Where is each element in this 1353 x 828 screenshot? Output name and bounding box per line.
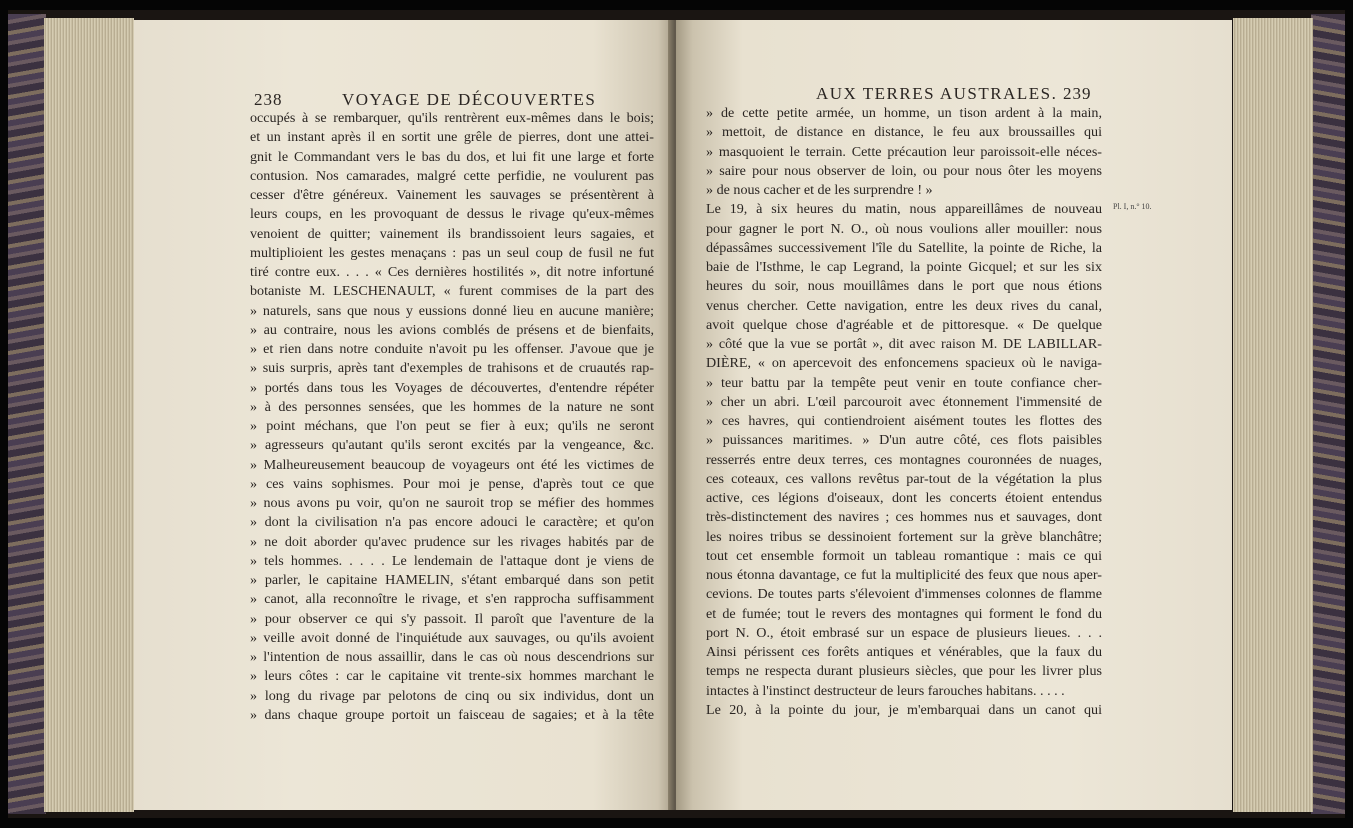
text-line: » de cette petite armée, un homme, un tison ardent à la main, — [706, 105, 1102, 121]
text-line: » Malheureusement beaucoup de voyageurs ont été les victimes de — [250, 456, 654, 473]
text-line: Le 20, à la pointe du jour, je m'embarquai dans un canot qui — [706, 701, 1102, 718]
text-line: tiré contre eux. . . . « Ces dernières hostilités », dit notre infortuné — [250, 264, 654, 280]
text-line: » dans chaque groupe portoit un faisceau de sagaies; et à la tête — [250, 706, 654, 723]
text-line: » au contraire, nous les avions comblés de présens et de bienfaits, — [250, 321, 654, 338]
text-line: » ne doit aborder qu'avec prudence sur les rivages habités par de — [250, 533, 654, 550]
running-head-left: VOYAGE DE DÉCOUVERTES — [342, 90, 597, 109]
text-line: port N. O., étoit embrasé sur un espace de plusieurs lieues. . . . — [706, 624, 1102, 641]
text-line: » à des personnes sensées, que les hommes de la nature ne sont — [250, 398, 654, 415]
text-line: » mettoit, de distance en distance, le feu aux broussailles qui — [706, 124, 1102, 141]
text-line: et de fumée; tout le revers des montagnes qui forment le fond du — [706, 605, 1102, 622]
text-line: » tels hommes. . . . . Le lendemain de l'attaque dont je viens de — [250, 552, 654, 569]
text-line: multiplioient les gestes menaçans : pas un seul coup de fusil ne fut — [250, 244, 654, 261]
text-line: » cher un abri. L'œil parcouroit avec étonnement l'immensité de — [706, 393, 1102, 410]
page-number-right: 239 — [1063, 84, 1092, 103]
text-line: occupés à se rembarquer, qu'ils rentrèrent eux-mêmes dans le bois; — [250, 110, 654, 126]
text-line: venus chercher. Cette navigation, entre les deux rives du canal, — [706, 297, 1102, 314]
text-line: » ces havres, qui contiendroient aisément toutes les flottes des — [706, 413, 1102, 429]
text-line: » nous avons pu voir, qu'on ne sauroit trop se méfier des hommes — [250, 495, 654, 511]
text-line: » et rien dans notre conduite n'avoit pu les offenser. J'avoue que je — [250, 341, 654, 357]
text-line: » de nous cacher et de les surprendre ! » — [706, 182, 933, 198]
text-line: » naturels, sans que nous y eussions donné lieu en aucune manière; — [250, 302, 654, 319]
text-line: pour gagner le port N. O., où nous voulions aller mouiller: nous — [706, 220, 1102, 237]
text-line: Le 19, à six heures du matin, nous appareillâmes de nouveau — [706, 201, 1102, 218]
page-stack-right — [1233, 18, 1313, 812]
text-line: et un instant après il en sortit une grêle de pierres, dont une attei- — [250, 129, 654, 146]
page-number-left: 238 — [254, 90, 283, 109]
text-line: » saire pour nous observer de loin, ou pour nous ôter les moyens — [706, 162, 1102, 179]
page-stack-left — [44, 18, 134, 812]
text-line: » agresseurs qu'autant qu'ils seront excités par la vengeance, &c. — [250, 437, 654, 454]
text-line: temps ne respecta durant plusieurs siècles, que pour les livrer plus — [706, 663, 1102, 680]
text-line: cevions. De toutes parts s'élevoient d'immenses colonnes de flamme — [706, 586, 1102, 603]
text-line: nous étonna davantage, ce fut la multiplicité des feux que nous aper- — [706, 567, 1102, 583]
text-line: active, ces légions d'oiseaux, dont les concerts étoient entendus — [706, 490, 1102, 506]
margin-note: Pl. I, n.° 10. — [1113, 202, 1152, 211]
text-line: » ces vains sophismes. Pour moi je pense, d'après tout ce que — [250, 475, 654, 492]
text-line: intactes à l'instinct destructeur de leurs farouches habitans. . . . . — [706, 682, 1065, 699]
text-line: » suis surpris, après tant d'exemples de trahisons et de cruautés rap- — [250, 360, 654, 377]
text-line: » parler, le capitaine HAMELIN, s'étant embarqué dans son petit — [250, 572, 654, 588]
text-line: dépassâmes successivement l'île du Satellite, la pointe de Riche, la — [706, 239, 1102, 256]
text-line: contusion. Nos camarades, malgré cette perfidie, ne voulurent pas — [250, 167, 654, 184]
left-page-text — [250, 109, 654, 725]
right-page — [676, 20, 1232, 810]
text-line: » dont la civilisation n'a pas encore adouci le caractère; et qu'on — [250, 514, 654, 531]
text-line: botaniste M. LESCHENAULT, « furent commises de la part des — [250, 283, 654, 300]
text-line: très-distinctement des navires ; ces hommes nus et sauvages, dont — [706, 509, 1102, 526]
text-line: cesser d'être généreux. Vainement les sauvages se présentèrent à — [250, 187, 654, 203]
text-line: » veille avoit donné de l'inquiétude aux sauvages, ou qu'ils avoient — [250, 629, 654, 646]
marbled-edge-right — [1311, 14, 1345, 814]
text-line: DIÈRE, « on apercevoit des enfoncemens spacieux où le naviga- — [706, 355, 1102, 372]
text-line: Ainsi périssent ces forêts antiques et vénérables, que la faux du — [706, 644, 1102, 660]
text-line: les noires tribus se dessinoient fortement sur la grève blanchâtre; — [706, 528, 1102, 545]
marbled-edge-left — [8, 14, 46, 814]
text-line: » teur battu par la tempête peut venir en toute confiance cher- — [706, 374, 1102, 391]
text-line: » côté que la vue se portât », dit avec raison M. DE LABILLAR- — [706, 336, 1102, 352]
text-line: venoient de quitter; vainement ils brandissoient leurs sagaies, et — [250, 225, 654, 242]
text-line: leurs coups, en les provoquant de dessus le rivage qu'eux-mêmes — [250, 206, 654, 223]
text-line: » masquoient le terrain. Cette précaution leur paroissoit-elle néces- — [706, 143, 1102, 160]
text-line: » point méchans, que l'on peut se fier à eux; qu'ils ne seront — [250, 418, 654, 434]
text-line: resserrés entre deux terres, ces montagnes couronnées de nuages, — [706, 451, 1102, 468]
text-line: » leurs côtes : car le capitaine vit trente-six hommes marchant le — [250, 668, 654, 685]
running-head-right: AUX TERRES AUSTRALES. — [816, 84, 1058, 103]
text-line: ces coteaux, ces vallons revêtus par-tout de la végétation la plus — [706, 470, 1102, 487]
text-line: avoit quelque chose d'agréable et de pittoresque. « De quelque — [706, 316, 1102, 333]
text-line: gnit le Commandant vers le bas du dos, et lui fit une large et forte — [250, 148, 654, 165]
right-page-text — [706, 104, 1102, 720]
text-line: » canot, alla reconnoître le rivage, et s'en rapprocha suffisamment — [250, 591, 654, 608]
text-line: heures du soir, nous mouillâmes dans le port que nous étions — [706, 278, 1102, 295]
text-line: tout cet ensemble formoit un tableau romantique : mais ce qui — [706, 547, 1102, 564]
text-line: » pour observer ce qui s'y passoit. Il paroît que l'aventure de la — [250, 610, 654, 627]
text-line: » puissances maritimes. » D'un autre côté, ces flots paisibles — [706, 432, 1102, 449]
text-line: » long du rivage par pelotons de cinq ou six individus, dont un — [250, 687, 654, 704]
text-line: » portés dans tous les Voyages de découvertes, d'entendre répéter — [250, 379, 654, 396]
left-page — [134, 20, 674, 810]
text-line: » l'intention de nous assaillir, dans le cas où nous descendrions sur — [250, 649, 654, 665]
text-line: baie de l'Isthme, le cap Legrand, la pointe Gicquel; et sur les six — [706, 259, 1102, 275]
